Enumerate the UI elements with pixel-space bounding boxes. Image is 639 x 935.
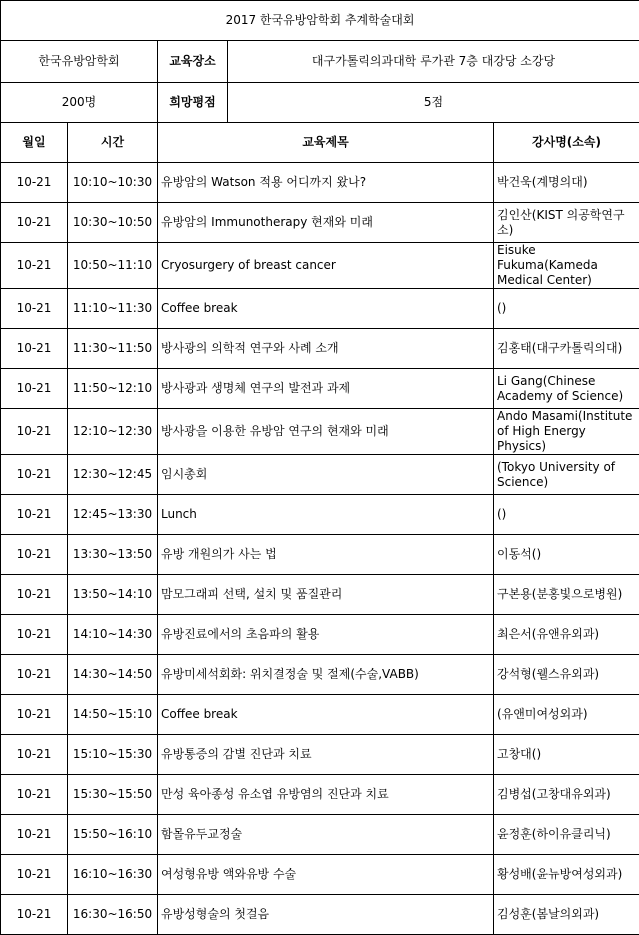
row-time: 15:50~16:10 — [68, 815, 158, 855]
row-lecturer: 박건욱(계명의대) — [494, 163, 639, 203]
venue-value: 대구가톨릭의과대학 루가관 7층 대강당 소강당 — [228, 41, 639, 82]
row-date: 10-21 — [1, 655, 68, 695]
table-row — [1, 815, 639, 855]
table-row — [1, 455, 639, 495]
row-topic: Lunch — [158, 495, 494, 535]
row-time: 10:50~11:10 — [68, 243, 158, 289]
row-time: 12:45~13:30 — [68, 495, 158, 535]
row-time: 13:30~13:50 — [68, 535, 158, 575]
row-time: 12:10~12:30 — [68, 409, 158, 455]
capacity: 200명 — [1, 83, 158, 123]
table-row — [1, 695, 639, 735]
row-topic: 방사광과 생명체 연구의 발전과 과제 — [158, 369, 494, 409]
table-row — [1, 535, 639, 575]
row-topic: Cryosurgery of breast cancer — [158, 243, 494, 289]
row-lecturer: 김홍태(대구카톨릭의대) — [494, 329, 639, 369]
row-date: 10-21 — [1, 409, 68, 455]
points-label: 희망평점 — [158, 83, 228, 122]
row-lecturer: Ando Masami(Institute of High Energy Physics) — [494, 409, 639, 455]
row-lecturer: Li Gang(Chinese Academy of Science) — [494, 369, 639, 409]
row-date: 10-21 — [1, 163, 68, 203]
row-date: 10-21 — [1, 289, 68, 329]
row-date: 10-21 — [1, 695, 68, 735]
row-date: 10-21 — [1, 615, 68, 655]
venue-row — [158, 41, 639, 83]
row-lecturer: (유앤미여성외과) — [494, 695, 639, 735]
row-date: 10-21 — [1, 535, 68, 575]
row-lecturer: Eisuke Fukuma(Kameda Medical Center) — [494, 243, 639, 289]
row-topic: 유방성형술의 첫걸음 — [158, 895, 494, 935]
row-topic: Coffee break — [158, 289, 494, 329]
row-topic: Coffee break — [158, 695, 494, 735]
row-time: 10:10~10:30 — [68, 163, 158, 203]
row-lecturer: 윤정훈(하이유클리닉) — [494, 815, 639, 855]
row-date: 10-21 — [1, 495, 68, 535]
points-value: 5점 — [228, 83, 639, 122]
row-topic: 유방미세석회화: 위치결정술 및 절제(수술,VABB) — [158, 655, 494, 695]
row-date: 10-21 — [1, 815, 68, 855]
row-lecturer: 김인산(KIST 의공학연구소) — [494, 203, 639, 243]
row-topic: 함몰유두교정술 — [158, 815, 494, 855]
row-date: 10-21 — [1, 775, 68, 815]
row-time: 10:30~10:50 — [68, 203, 158, 243]
venue-label: 교육장소 — [158, 41, 228, 82]
row-topic: 유방 개원의가 사는 법 — [158, 535, 494, 575]
row-time: 11:10~11:30 — [68, 289, 158, 329]
table-row — [1, 855, 639, 895]
table-row — [1, 575, 639, 615]
table-row — [1, 615, 639, 655]
page-title: 2017 한국유방암학회 추계학술대회 — [1, 1, 639, 41]
table-row — [1, 655, 639, 695]
table-row — [1, 163, 639, 203]
row-date: 10-21 — [1, 243, 68, 289]
row-date: 10-21 — [1, 369, 68, 409]
header-date: 월일 — [1, 123, 68, 163]
row-lecturer: () — [494, 495, 639, 535]
row-topic: 여성형유방 액와유방 수술 — [158, 855, 494, 895]
row-date: 10-21 — [1, 575, 68, 615]
row-topic: 맘모그래피 선택, 설치 및 품질관리 — [158, 575, 494, 615]
row-time: 15:10~15:30 — [68, 735, 158, 775]
row-time: 14:50~15:10 — [68, 695, 158, 735]
row-topic: 유방암의 Watson 적용 어디까지 왔나? — [158, 163, 494, 203]
table-row — [1, 775, 639, 815]
row-topic: 유방진료에서의 초음파의 활용 — [158, 615, 494, 655]
table-row — [1, 409, 639, 455]
row-topic: 유방통증의 감별 진단과 치료 — [158, 735, 494, 775]
row-topic: 유방암의 Immunotherapy 현재와 미래 — [158, 203, 494, 243]
header-topic: 교육제목 — [158, 123, 494, 163]
row-time: 11:30~11:50 — [68, 329, 158, 369]
table-row — [1, 203, 639, 243]
row-lecturer: 이동석() — [494, 535, 639, 575]
table-row — [1, 895, 639, 935]
row-time: 16:30~16:50 — [68, 895, 158, 935]
row-lecturer: () — [494, 289, 639, 329]
row-time: 12:30~12:45 — [68, 455, 158, 495]
row-lecturer: 김병섭(고창대유외과) — [494, 775, 639, 815]
row-lecturer: 최은서(유앤유외과) — [494, 615, 639, 655]
row-topic: 방사광을 이용한 유방암 연구의 현재와 미래 — [158, 409, 494, 455]
row-lecturer: 김성훈(봄날의외과) — [494, 895, 639, 935]
table-row — [1, 289, 639, 329]
row-lecturer: 황성배(윤뉴방여성외과) — [494, 855, 639, 895]
row-topic: 만성 육아종성 유소엽 유방염의 진단과 치료 — [158, 775, 494, 815]
row-time: 15:30~15:50 — [68, 775, 158, 815]
row-time: 13:50~14:10 — [68, 575, 158, 615]
row-date: 10-21 — [1, 895, 68, 935]
row-lecturer: 고창대() — [494, 735, 639, 775]
table-row — [1, 735, 639, 775]
row-date: 10-21 — [1, 329, 68, 369]
row-time: 16:10~16:30 — [68, 855, 158, 895]
organization: 한국유방암학회 — [1, 41, 158, 83]
row-lecturer: 구본용(분홍빛으로병원) — [494, 575, 639, 615]
row-date: 10-21 — [1, 203, 68, 243]
row-date: 10-21 — [1, 735, 68, 775]
table-row — [1, 369, 639, 409]
row-topic: 임시총회 — [158, 455, 494, 495]
table-row — [1, 495, 639, 535]
table-row — [1, 329, 639, 369]
row-lecturer: 강석형(웰스유외과) — [494, 655, 639, 695]
table-row — [1, 243, 639, 289]
row-topic: 방사광의 의학적 연구와 사례 소개 — [158, 329, 494, 369]
header-time: 시간 — [68, 123, 158, 163]
row-time: 14:10~14:30 — [68, 615, 158, 655]
row-date: 10-21 — [1, 855, 68, 895]
points-row — [158, 83, 639, 123]
header-lecturer: 강사명(소속) — [494, 123, 639, 163]
row-lecturer: (Tokyo University of Science) — [494, 455, 639, 495]
schedule-rows — [1, 163, 639, 935]
row-time: 11:50~12:10 — [68, 369, 158, 409]
row-date: 10-21 — [1, 455, 68, 495]
row-time: 14:30~14:50 — [68, 655, 158, 695]
